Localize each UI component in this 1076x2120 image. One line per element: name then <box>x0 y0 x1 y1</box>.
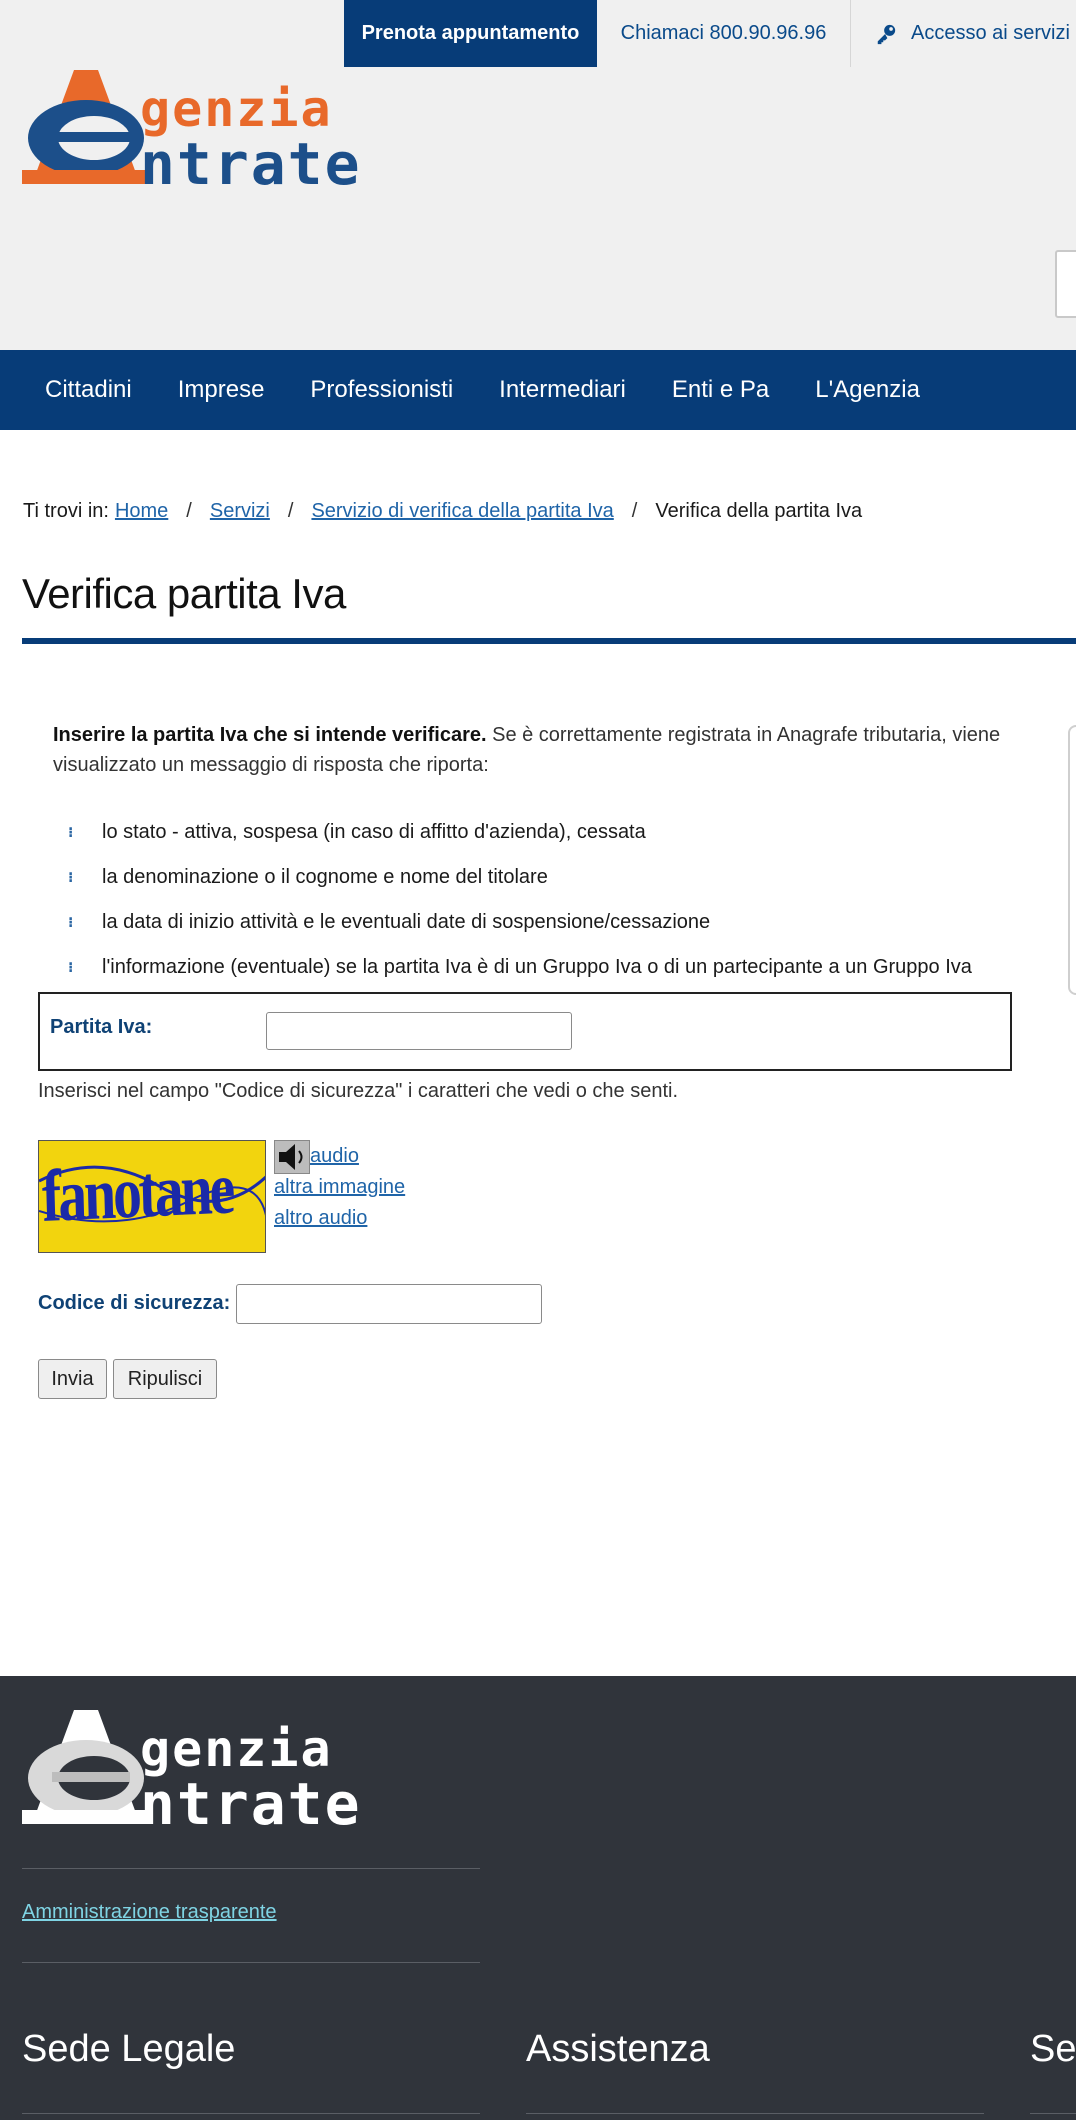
agenzia-entrate-logo[interactable] <box>22 66 412 198</box>
breadcrumb-separator: / <box>287 500 294 522</box>
footer-logo[interactable] <box>22 1706 412 1838</box>
amministrazione-trasparente-link[interactable]: Amministrazione trasparente <box>22 1901 277 1923</box>
site-header <box>0 0 1076 350</box>
list-item-text: l'informazione (eventuale) se la partita Iva è di un Gruppo Iva o di un partecipante a un Gruppo Iva <box>102 956 972 978</box>
breadcrumb-separator: / <box>186 500 192 522</box>
key-icon <box>875 23 897 45</box>
title-divider <box>22 638 1076 644</box>
footer-logo-line-1: genzia <box>140 1720 333 1778</box>
breadcrumb-home[interactable]: Home <box>114 500 169 522</box>
captcha-audio-link[interactable]: audio <box>310 1145 359 1167</box>
footer-divider <box>22 1868 480 1869</box>
codice-sicurezza-label: Codice di sicurezza: <box>38 1292 231 1314</box>
site-footer <box>0 1676 1076 2120</box>
footer-divider <box>526 2113 984 2114</box>
footer-heading-third: Se <box>1030 2028 1076 2070</box>
captcha-links <box>274 1141 405 1234</box>
main-nav <box>0 350 1076 430</box>
footer-logo-line-2: ntrate <box>140 1770 362 1838</box>
partita-iva-fieldset <box>38 992 1012 1071</box>
footer-heading-sede-legale: Sede Legale <box>22 2028 236 2070</box>
nav-item-intermediari[interactable]: Intermediari <box>499 376 626 403</box>
list-item <box>68 945 972 990</box>
breadcrumb-servizio-verifica[interactable]: Servizio di verifica della partita Iva <box>311 500 614 522</box>
list-item <box>68 855 972 900</box>
footer-divider <box>22 1962 480 1963</box>
prenota-appuntamento-button[interactable]: Prenota appuntamento <box>344 0 597 67</box>
intro-bold: Inserire la partita Iva che si intende verificare. <box>53 724 487 746</box>
breadcrumb-servizi[interactable]: Servizi <box>209 500 270 522</box>
partita-iva-label: Partita Iva: <box>50 1016 153 1038</box>
logo-emblem-icon <box>22 66 152 188</box>
page-title: Verifica partita Iva <box>22 570 346 617</box>
footer-divider <box>22 2113 480 2114</box>
captcha-altro-audio-link[interactable]: altro audio <box>274 1207 368 1229</box>
intro-rest: Se è correttamente registrata in Anagrafe tributaria, viene visualizzato un messaggio di risposta che riporta: <box>53 724 1001 776</box>
captcha-altra-immagine-link[interactable]: altra immagine <box>274 1176 406 1198</box>
top-bar <box>344 0 1076 67</box>
list-item-text: la data di inizio attività e le eventuali date di sospensione/cessazione <box>102 911 711 933</box>
nav-item-professionisti[interactable]: Professionisti <box>310 376 454 403</box>
partita-iva-input[interactable] <box>266 1012 572 1050</box>
ripulisci-button[interactable]: Ripulisci <box>113 1359 217 1399</box>
list-item-text: la denominazione o il cognome e nome del titolare <box>102 866 548 888</box>
nav-item-enti-pa[interactable]: Enti e Pa <box>671 376 770 403</box>
nav-item-imprese[interactable]: Imprese <box>177 376 265 403</box>
breadcrumb-prefix: Ti trovi in: <box>23 500 109 522</box>
bullet-icon: ⁝ <box>68 914 74 930</box>
bullet-icon: ⁝ <box>68 959 74 975</box>
bullet-icon: ⁝ <box>68 869 74 885</box>
intro-text <box>53 720 1013 780</box>
list-item <box>68 810 972 855</box>
breadcrumb-separator: / <box>631 500 638 522</box>
chiamaci-link[interactable]: Chiamaci 800.90.96.96 <box>597 0 851 67</box>
logo-line-2: ntrate <box>140 130 362 198</box>
footer-heading-assistenza: Assistenza <box>526 2028 710 2070</box>
breadcrumb-current: Verifica della partita Iva <box>655 500 863 522</box>
codice-sicurezza-input[interactable] <box>236 1284 542 1324</box>
captcha-instructions: Inserisci nel campo "Codice di sicurezza" i caratteri che vedi o che senti. <box>38 1080 679 1102</box>
nav-item-cittadini[interactable]: Cittadini <box>45 376 132 403</box>
captcha-text: fanotane <box>41 1147 234 1238</box>
list-item-text: lo stato - attiva, sospesa (in caso di affitto d'azienda), cessata <box>102 821 646 843</box>
info-list <box>68 810 972 990</box>
accesso-servizi-link[interactable] <box>851 0 1076 67</box>
footer-logo-emblem-icon <box>22 1706 152 1828</box>
captcha-image <box>38 1140 266 1253</box>
bullet-icon: ⁝ <box>68 824 74 840</box>
logo-line-1: genzia <box>140 80 333 138</box>
side-panel-edge <box>1068 725 1076 995</box>
nav-item-agenzia[interactable]: L'Agenzia <box>815 376 920 403</box>
invia-button[interactable]: Invia <box>38 1359 107 1399</box>
search-input[interactable] <box>1055 250 1076 318</box>
list-item <box>68 900 972 945</box>
footer-divider <box>1030 2113 1076 2114</box>
accesso-servizi-label: Accesso ai servizi <box>911 22 1070 44</box>
breadcrumb <box>23 500 862 523</box>
